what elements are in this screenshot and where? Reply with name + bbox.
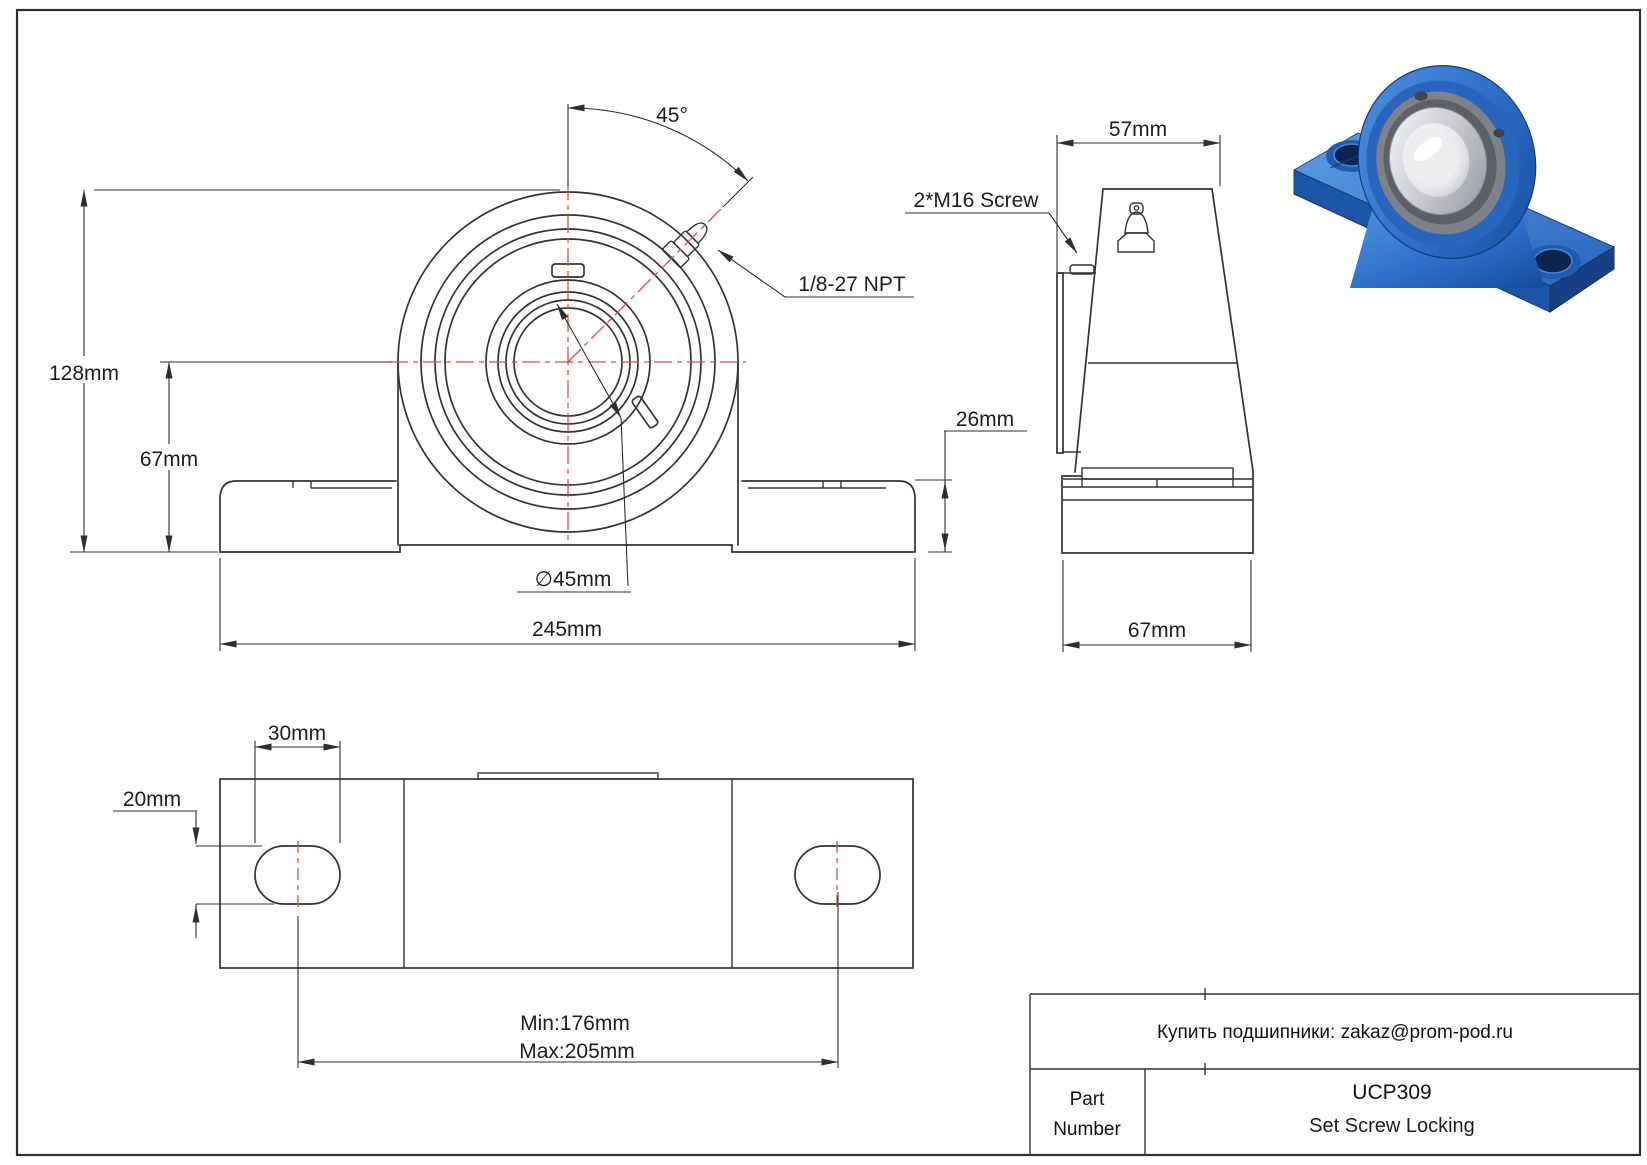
dim-min-label: Min:176mm (520, 1012, 630, 1035)
set-screw-label: 2*M16 Screw (913, 189, 1039, 212)
dim-max-label: Max:205mm (519, 1040, 635, 1063)
dim-30-label: 30mm (267, 722, 327, 745)
npt-label: 1/8-27 NPT (798, 273, 906, 296)
part-label-line1: Part (1069, 1089, 1105, 1110)
part-number-value: UCP309 (1352, 1081, 1432, 1104)
dim-245-label: 245mm (531, 618, 603, 641)
contact-email: Купить подшипники: zakaz@prom-pod.ru (1156, 1022, 1514, 1043)
dim-67s-label: 67mm (1127, 619, 1187, 642)
bore-label: ∅45mm (534, 568, 612, 591)
locking-type: Set Screw Locking (1309, 1115, 1475, 1137)
dim-67-label: 67mm (139, 448, 199, 471)
part-label-line2: Number (1053, 1119, 1121, 1140)
dim-20-label: 20mm (122, 788, 182, 811)
dim-57-label: 57mm (1108, 118, 1168, 141)
dim-45deg-label: 45° (656, 104, 688, 127)
dim-26-label: 26mm (955, 408, 1015, 431)
dim-128-label: 128mm (48, 362, 120, 385)
